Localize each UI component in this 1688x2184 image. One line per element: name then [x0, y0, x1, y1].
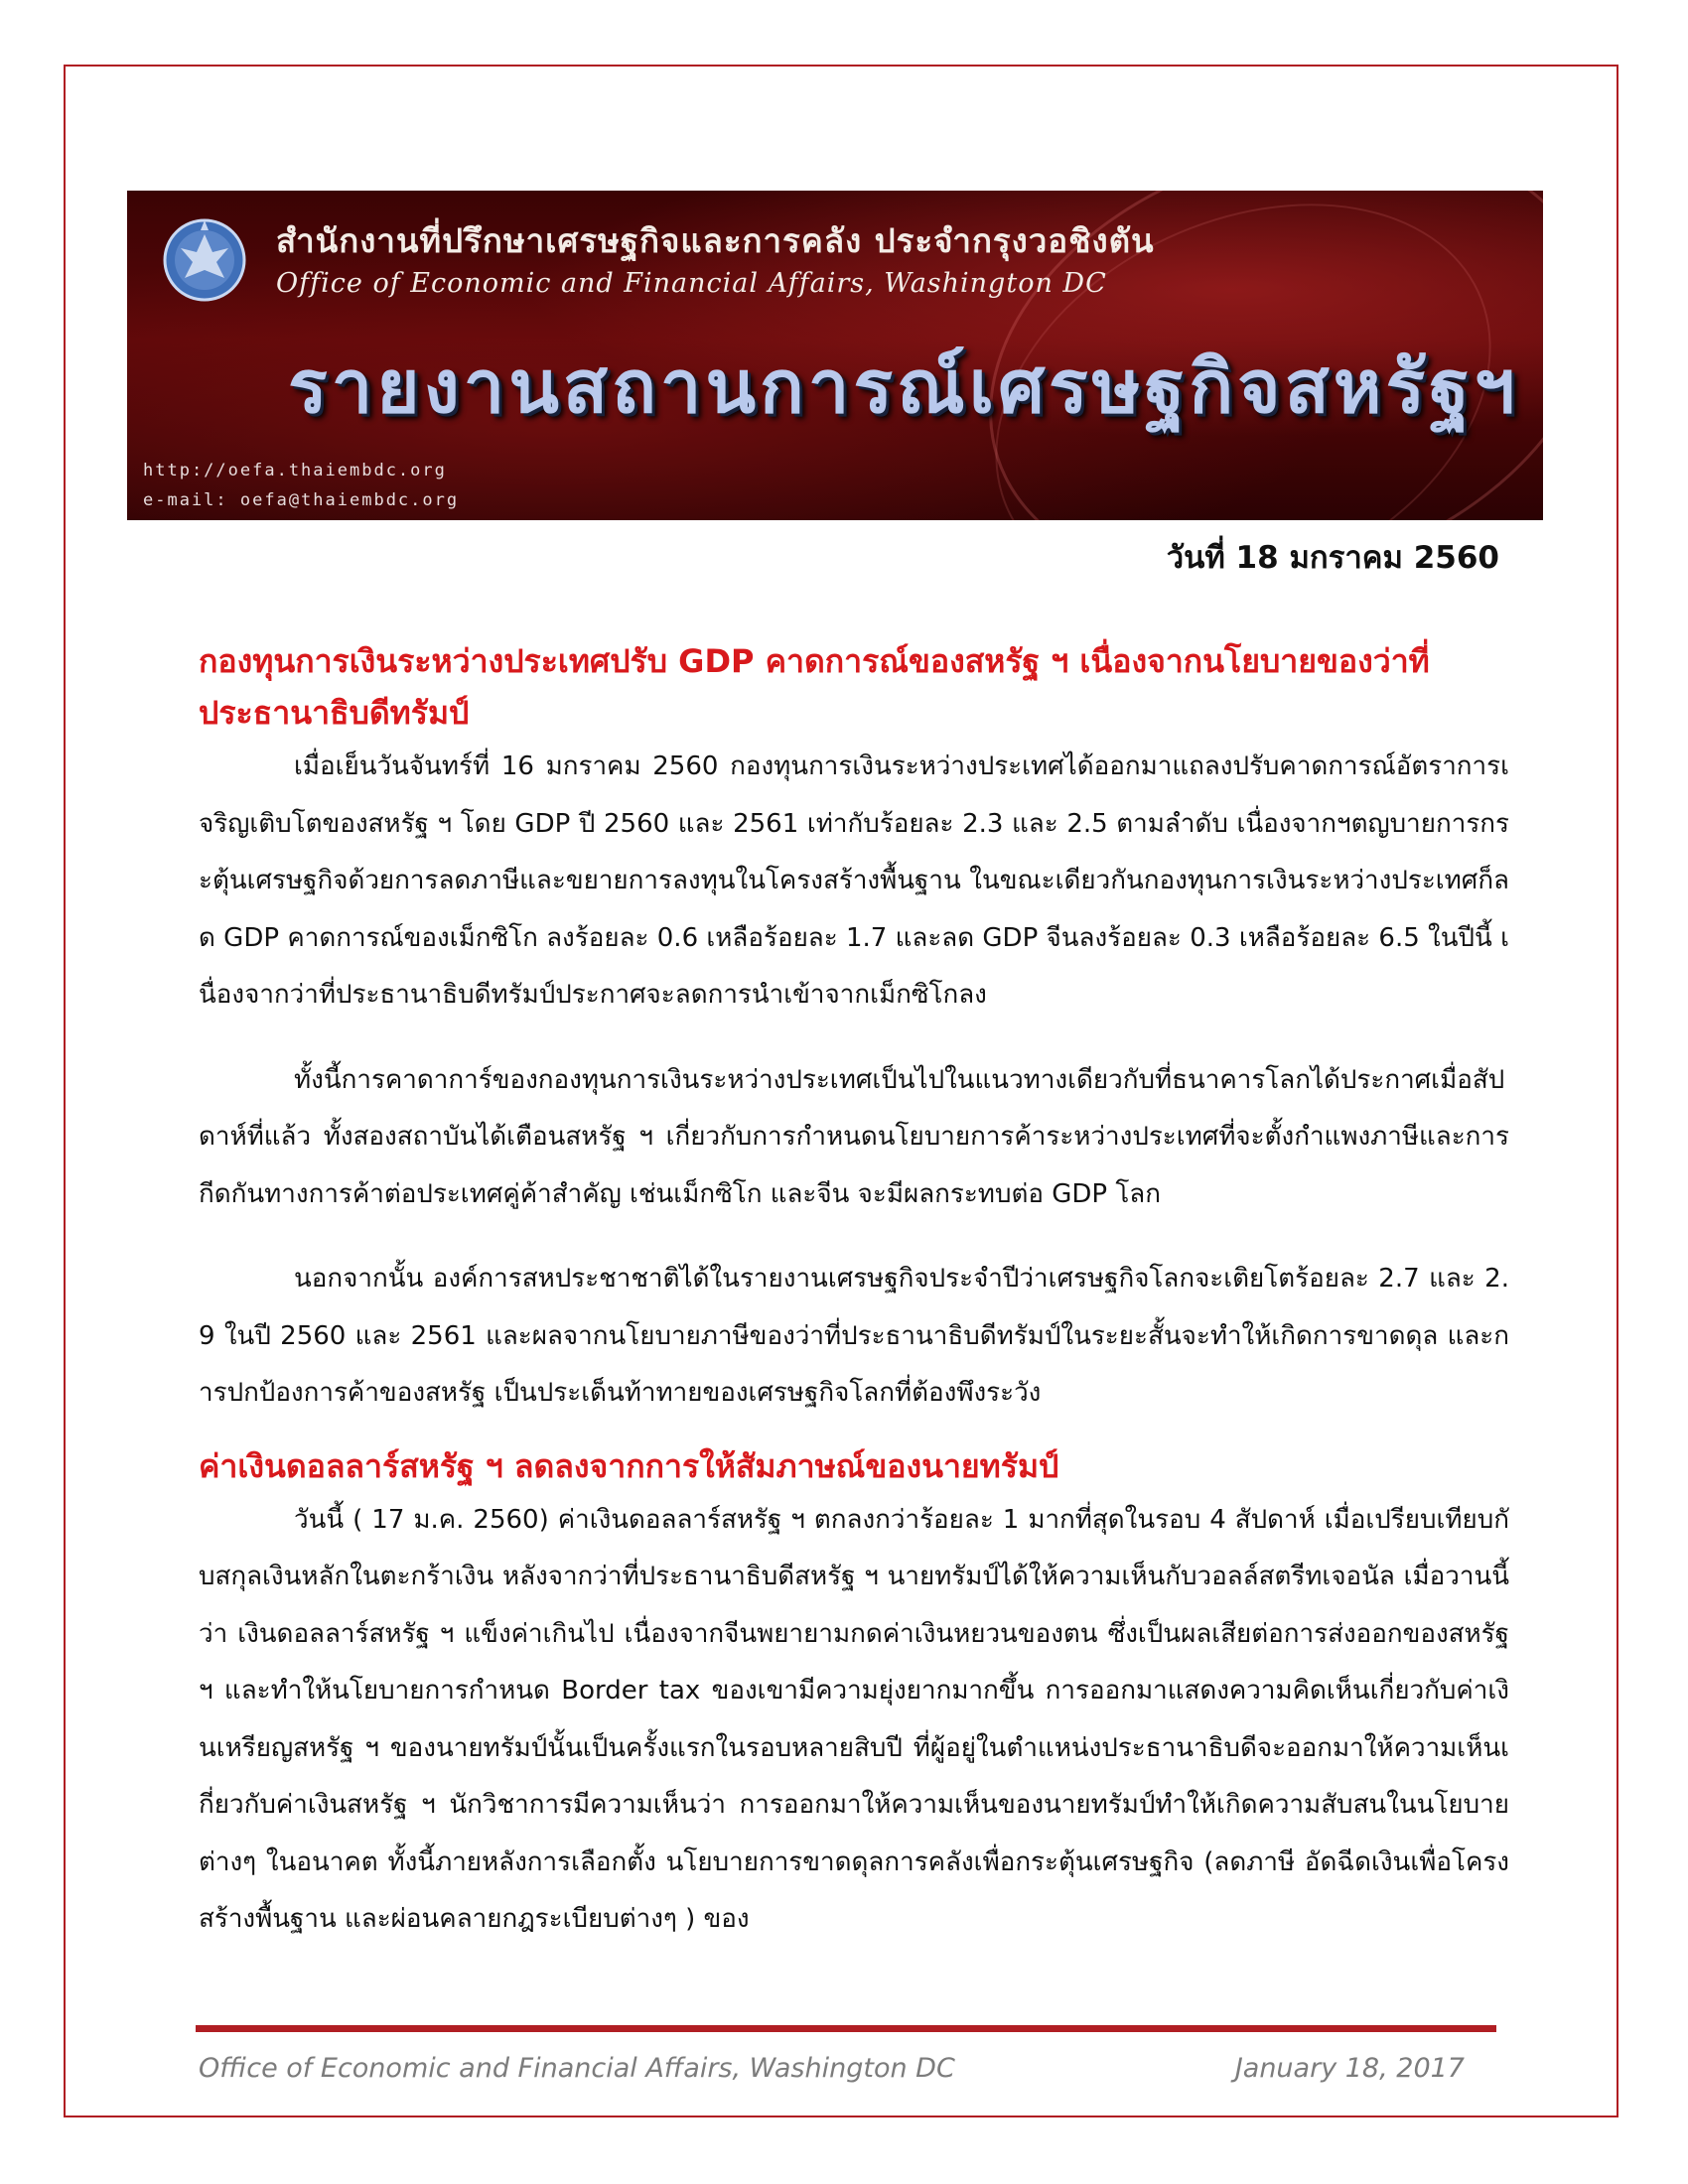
garuda-emblem-icon: [159, 212, 250, 304]
article-body: [199, 635, 1509, 1949]
report-title: รายงานสถานการณ์เศรษฐกิจสหรัฐฯ: [288, 344, 1519, 430]
website-link[interactable]: http://oefa.thaiembdc.org: [143, 461, 447, 480]
footer-organization: Office of Economic and Financial Affairs, Washington DC: [199, 2053, 955, 2084]
org-name-thai: สำนักงานที่ปรึกษาเศรษฐกิจและการคลัง ประจำกรุงวอชิงตัน: [276, 221, 1155, 260]
footer-divider: [196, 2025, 1496, 2032]
email-link[interactable]: e-mail: oefa@thaiembdc.org: [143, 490, 460, 510]
section-heading-imf: กองทุนการเงินระหว่างประเทศปรับ GDP คาดการณ์ของสหรัฐ ฯ เนื่องจากนโยบายของว่าที่ประธานาธิบดีทรัมป์: [199, 642, 1430, 732]
paragraph: เมื่อเย็นวันจันทร์ที่ 16 มกราคม 2560 กองทุนการเงินระหว่างประเทศได้ออกมาแถลงปรับคาดการณ์อัตราการเจริญเติบโตของสหรัฐ ฯ โดย GDP ปี 2560 และ 2561 เท่ากับร้อยละ 2.3 และ 2.5 ตามลำดับ เนื่องจากฯตญบายการกระตุ้นเศรษฐกิจด้วยการลดภาษีและขยายการลงทุนในโครงสร้างพื้นฐาน ในขณะเดียวกันกองทุนการเงินระหว่างประเทศก็ลด GDP คาดการณ์ของเม็กซิโก ลงร้อยละ 0.6 เหลือร้อยละ 1.7 และลด GDP จีนลงร้อยละ 0.3 เหลือร้อยละ 6.5 ในปีนี้ เนื่องจากว่าที่ประธานาธิบดีทรัมป์ประกาศจะลดการนำเข้าจากเม็กซิโกลง: [199, 751, 1509, 1010]
paragraph: ทั้งนี้การคาดาการ์ของกองทุนการเงินระหว่างประเทศเป็นไปในแนวทางเดียวกับที่ธนาคารโลกได้ประกาศเมื่อสัปดาห์ที่แล้ว ทั้งสองสถาบันได้เตือนสหรัฐ ฯ เกี่ยวกับการกำหนดนโยบายการค้าระหว่างประเทศที่จะตั้งกำแพงภาษีและการกีดกันทางการค้าต่อประเทศคู่ค้าสำคัญ เช่นเม็กซิโก และจีน จะมีผลกระทบต่อ GDP โลก: [199, 1064, 1509, 1209]
footer-date: January 18, 2017: [1234, 2053, 1465, 2084]
report-date: วันที่ 18 มกราคม 2560: [1166, 540, 1499, 576]
paragraph: วันนี้ ( 17 ม.ค. 2560) ค่าเงินดอลลาร์สหรัฐ ฯ ตกลงกว่าร้อยละ 1 มากที่สุดในรอบ 4 สัปดาห์ เมื่อเปรียบเทียบกับสกุลเงินหลักในตะกร้าเงิน หลังจากว่าที่ประธานาธิบดีสหรัฐ ฯ นายทรัมป์ได้ให้ความเห็นกับวอลล์สตรีทเจอนัล เมื่อวานนี้ว่า เงินดอลลาร์สหรัฐ ฯ แข็งค่าเกินไป เนื่องจากจีนพยายามกดค่าเงินหยวนของตน ซึ่งเป็นผลเสียต่อการส่งออกของสหรัฐ ฯ และทำให้นโยบายการกำหนด Border tax ของเขามีความยุ่งยากมากขึ้น การออกมาแสดงความคิดเห็นเกี่ยวกับค่าเงินเหรียญสหรัฐ ฯ ของนายทรัมป์นั้นเป็นครั้งแรกในรอบหลายสิบปี ที่ผู้อยู่ในตำแหน่งประธานาธิบดีจะออกมาให้ความเห็นเกี่ยวกับค่าเงินสหรัฐ ฯ นักวิชาการมีความเห็นว่า การออกมาให้ความเห็นของนายทรัมป์ทำให้เกิดความสับสนในนโยบายต่างๆ ในอนาคต ทั้งนี้ภายหลังการเลือกตั้ง นโยบายการขาดดุลการคลังเพื่อกระตุ้นเศรษฐกิจ (ลดภาษี อัดฉีดเงินเพื่อโครงสร้างพื้นฐาน และผ่อนคลายกฎระเบียบต่างๆ ) ของ: [199, 1504, 1509, 1934]
org-name-english: Office of Economic and Financial Affairs, Washington DC: [276, 268, 1107, 299]
paragraph: นอกจากนั้น องค์การสหประชาชาติได้ในรายงานเศรษฐกิจประจำปีว่าเศรษฐกิจโลกจะเติยโตร้อยละ 2.7 และ 2.9 ในปี 2560 และ 2561 และผลจากนโยบายภาษีของว่าที่ประธานาธิบดีทรัมป์ในระยะสั้นจะทำให้เกิดการขาดดุล และการปกป้องการค้าของสหรัฐ เป็นประเด็นท้าทายของเศรษฐกิจโลกที่ต้องพึงระวัง: [199, 1264, 1509, 1408]
section-heading-dollar: ค่าเงินดอลลาร์สหรัฐ ฯ ลดลงจากการให้สัมภาษณ์ของนายทรัมป์: [199, 1446, 1059, 1485]
header-banner: [127, 191, 1543, 520]
